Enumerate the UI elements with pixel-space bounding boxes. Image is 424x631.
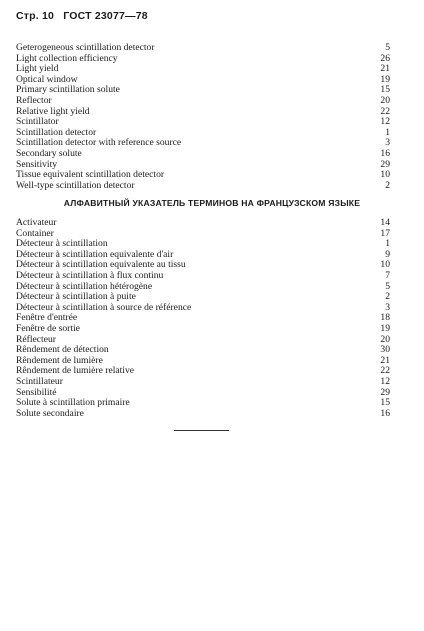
term-number: 22 bbox=[380, 365, 390, 377]
index-entry bbox=[16, 366, 390, 377]
french-index-heading: АЛФАВИТНЫЙ УКАЗАТЕЛЬ ТЕРМИНОВ НА ФРАНЦУЗСКОМ ЯЗЫКЕ bbox=[63, 198, 361, 208]
term-text: Sensitivity bbox=[16, 158, 58, 170]
term-number: 26 bbox=[380, 52, 390, 64]
end-rule bbox=[174, 430, 229, 431]
term-text: Rêndement de détection bbox=[16, 344, 109, 356]
term-number: 5 bbox=[385, 42, 390, 53]
term-text: Réflecteur bbox=[16, 333, 56, 345]
term-text: Tissue equivalent scintillation detector bbox=[16, 169, 165, 181]
term-text: Solute à scintillation primaire bbox=[16, 397, 130, 409]
english-term-index bbox=[16, 43, 390, 191]
term-number: 29 bbox=[380, 386, 390, 398]
term-text: Scintillator bbox=[16, 116, 59, 128]
term-text: Activateur bbox=[16, 217, 57, 228]
term-number: 10 bbox=[380, 259, 390, 271]
term-text: Well-type scintillation detector bbox=[16, 179, 135, 191]
term-text: Scintillation detector bbox=[16, 126, 97, 138]
term-number: 16 bbox=[380, 407, 390, 419]
term-number: 22 bbox=[380, 105, 390, 117]
term-number: 19 bbox=[380, 322, 390, 334]
term-text: Scintillation detector with reference source bbox=[16, 137, 182, 149]
french-term-index bbox=[16, 218, 390, 419]
term-number: 30 bbox=[380, 344, 390, 356]
term-text: Rêndement de lumière bbox=[16, 354, 103, 366]
index-entry bbox=[16, 85, 390, 96]
term-number: 3 bbox=[385, 137, 390, 149]
index-entry bbox=[16, 218, 390, 229]
term-number: 21 bbox=[380, 63, 390, 75]
term-text: Reflector bbox=[16, 94, 52, 106]
term-number: 10 bbox=[380, 169, 390, 181]
term-text: Rêndement de lumière relative bbox=[16, 365, 135, 377]
term-number: 29 bbox=[380, 158, 390, 170]
term-text: Optical window bbox=[16, 73, 78, 85]
term-text: Relative light yield bbox=[16, 105, 90, 117]
term-number: 21 bbox=[380, 354, 390, 366]
term-text: Secondary solute bbox=[16, 147, 82, 159]
index-entry bbox=[16, 107, 390, 118]
term-text: Light yield bbox=[16, 63, 59, 75]
term-number: 20 bbox=[380, 333, 390, 345]
term-text: Détecteur à scintillation bbox=[16, 238, 108, 250]
term-text: Fenêtre de sortie bbox=[16, 322, 80, 334]
term-number: 3 bbox=[385, 301, 390, 313]
index-entry bbox=[16, 181, 390, 192]
term-text: Détecteur à scintillation hétérogène bbox=[16, 280, 153, 292]
term-number: 20 bbox=[380, 94, 390, 106]
term-number: 16 bbox=[380, 147, 390, 159]
term-number: 9 bbox=[385, 248, 390, 260]
term-number: 12 bbox=[380, 375, 390, 387]
term-text: Primary scintillation solute bbox=[16, 84, 120, 96]
term-number: 7 bbox=[385, 269, 390, 281]
term-number: 18 bbox=[380, 312, 390, 324]
index-entry bbox=[16, 149, 390, 160]
term-number: 5 bbox=[385, 280, 390, 292]
standard-designation: ГОСТ 23077—78 bbox=[63, 10, 148, 22]
term-text: Fenêtre d'entrée bbox=[16, 312, 78, 324]
term-text: Solute secondaire bbox=[16, 407, 84, 419]
index-entry bbox=[16, 271, 390, 282]
index-entry bbox=[16, 43, 390, 54]
term-text: Détecteur à scintillation à source de référence bbox=[16, 301, 192, 313]
term-text: Détecteur à scintillation à flux continu bbox=[16, 269, 164, 281]
term-number: 2 bbox=[385, 179, 390, 191]
term-number: 17 bbox=[380, 227, 390, 239]
page-number: Стр. 10 bbox=[16, 10, 55, 22]
index-entry bbox=[16, 96, 390, 107]
index-entry bbox=[16, 324, 390, 335]
term-number: 15 bbox=[380, 84, 390, 96]
index-entry bbox=[16, 54, 390, 65]
term-text: Light collection efficiency bbox=[16, 52, 118, 64]
term-text: Détecteur à scintillation equivalente d'air bbox=[16, 248, 174, 260]
term-text: Scintillateur bbox=[16, 375, 63, 387]
term-number: 2 bbox=[385, 291, 390, 303]
term-number: 15 bbox=[380, 397, 390, 409]
page-header bbox=[16, 10, 154, 22]
term-text: Geterogeneous scintillation detector bbox=[16, 42, 155, 53]
index-entry bbox=[16, 377, 390, 388]
term-text: Détecteur à scintillation à puite bbox=[16, 291, 136, 303]
term-number: 14 bbox=[380, 217, 390, 228]
term-number: 12 bbox=[380, 116, 390, 128]
term-text: Sensibilité bbox=[16, 386, 57, 398]
term-text: Détecteur à scintillation equivalente au tissu bbox=[16, 259, 186, 271]
term-number: 19 bbox=[380, 73, 390, 85]
term-number: 1 bbox=[385, 238, 390, 250]
term-text: Container bbox=[16, 227, 54, 239]
term-number: 1 bbox=[385, 126, 390, 138]
index-entry bbox=[16, 409, 390, 420]
